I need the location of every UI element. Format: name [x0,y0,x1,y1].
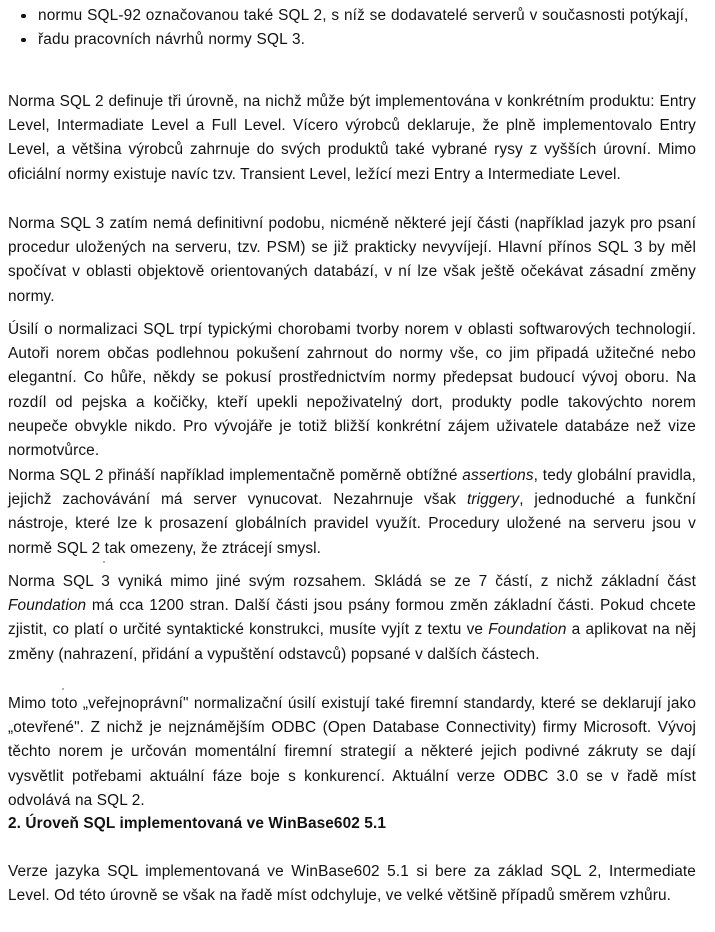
paragraph-odbc-vendor-standards [8,692,696,813]
paragraph-text: Úsilí o normalizaci SQL trpí typickými chorobami tvorby norem v oblasti softwarových technologií. Autoři norem občas podlehnou pokušení zahrnout do normy vše, co jim připadá užitečné nebo elegantní. Co hůře, někdy se pokusí prostřednictvím normy předepsat budoucí vývoj oboru. Na rozdíl od pejska a kočičky, kteří upekli nepoživatelný dort, produkty podle takovýchto norem neupeče obvykle nikdo. Pro vývojáře je totiž bližší konkrétní zájem uživatele databáze než vize normotvůrce. [8,321,696,460]
paragraph-sql3-scope [8,570,696,667]
paragraph-text-segment: , tedy globální pravidla, jejichž zachovávání má server vynucovat. Nezahrnuje však [8,467,696,509]
list-item-text: normu SQL-92 označovanou také SQL 2, s níž se dodavatelé serverů v současnosti potýkají, [38,7,689,24]
paragraph-text-segment: , jednoduché a funkční nástroje, které lze k prosazení globálních pravidel využít. Procedury uložené na serveru jsou v normě SQL 2 tak omezeny, že ztrácejí smysl. [8,491,696,557]
emphasis-foundation-second: Foundation [488,621,567,639]
paragraph-sql2-levels [8,90,696,187]
bullet-dot-icon [21,14,26,19]
paragraph-text-segment: Norma SQL 2 přináší například implementačně poměrně obtížné [8,467,463,484]
scan-speckle [103,561,105,563]
paragraph-standardization-effort [8,318,696,463]
list-item [8,4,702,28]
paragraph-text: Mimo toto „veřejnoprávní" normalizační úsilí existují také firemní standardy, které se deklarují jako „otevřené". Z nichž je nejznámějším ODBC (Open Database Connectivity) firmy Microsoft. Vývoj těchto norem je určován momentální firemní strategií a některé jejich podivné zákruty se dají vysvětlit potřebami aktuální fáze boje s konkurencí. Aktuální verze ODBC 3.0 se v řadě míst odvolává na SQL 2. [8,695,696,809]
list-item-text: řadu pracovních návrhů normy SQL 3. [38,31,306,49]
paragraph-winbase602-level [8,860,696,908]
paragraph-text-segment: a aplikovat na něj změny (nahrazení, přidání a vypuštění odstavců) popsané v dalších částech. [8,621,696,663]
paragraph-text: Norma SQL 3 zatím nemá definitivní podobu, nicméně některé její části (například jazyk pro psaní procedur uložených na serveru, tzv. PSM) se již prakticky nevyvíjejí. Hlavní přínos SQL 3 by měl spočívat v oblasti objektově orientovaných databází, v ní lze však ještě očekávat zásadní změny normy. [8,215,696,305]
paragraph-text: Norma SQL 2 definuje tři úrovně, na nichž může být implementována v konkrétním produktu: Entry Level, Intermadiate Level a Full Level. Vícero výrobců deklaruje, že plně implementovalo Entry Level, a většina výrobců zahrnuje do svých produktů také vybrané rysy z vyšších úrovní. Mimo oficiální normy existuje navíc tzv. Transient Level, ležící mezi Entry a Intermediate Level. [8,93,696,183]
scan-speckle [62,688,64,690]
emphasis-foundation-first: Foundation [8,597,87,615]
paragraph-text: Verze jazyka SQL implementovaná ve WinBase602 5.1 si bere za základ SQL 2, Intermediate Level. Od této úrovně se však na řadě míst odchyluje, ve velké většině případů směrem vzhůru. [8,863,696,905]
emphasis-triggery: triggery [466,491,520,509]
paragraph-sql2-assertions-triggers [8,464,696,561]
paragraph-text-segment: Norma SQL 3 vyniká mimo jiné svým rozsahem. Skládá se ze 7 částí, z nichž základní část [8,573,696,590]
section-heading-2: 2. Úroveň SQL implementovaná ve WinBase602 5.1 [8,815,386,832]
bullet-dot-icon [21,38,26,43]
emphasis-assertions: assertions [462,467,534,484]
paragraph-text-segment: má cca 1200 stran. Další části jsou psány formou změn základní části. Pokud chcete zjistit, co platí o určité syntaktické konstrukci, musíte vyjít z textu ve [8,597,696,639]
sql-standards-bullet-list [8,4,702,52]
paragraph-sql3-status [8,212,696,309]
list-item [8,28,702,52]
